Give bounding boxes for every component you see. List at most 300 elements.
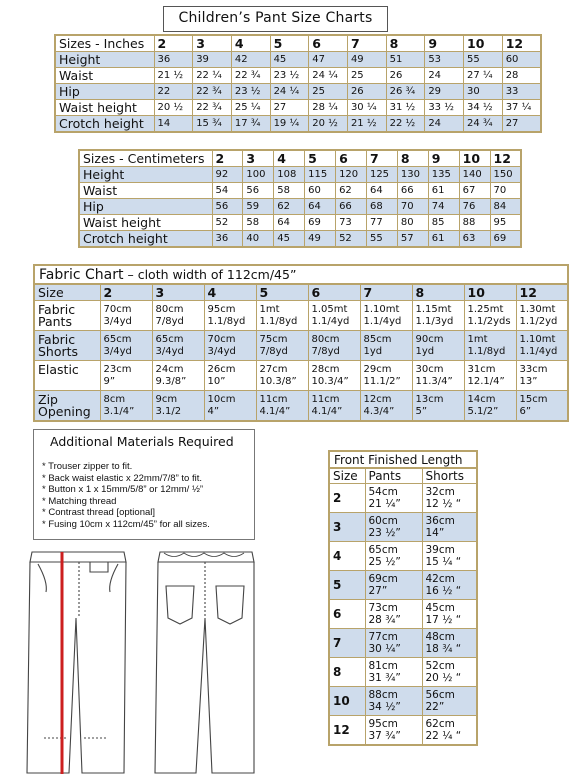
table-cell: 25 <box>347 68 386 84</box>
cell-line: 11cm <box>259 393 288 405</box>
list-item: * Matching thread <box>42 495 117 507</box>
table-cell: 15 ¾ <box>193 116 232 133</box>
shorts-cell <box>422 716 477 746</box>
table-cell: 45 <box>274 231 305 248</box>
pants-cell <box>365 716 422 746</box>
cell-line: 11cm <box>311 393 340 405</box>
table-cell: 69 <box>490 231 521 248</box>
cell-line: 80cm <box>155 303 184 315</box>
centimeters-size-table <box>78 149 522 248</box>
table-cell: 62 <box>274 199 305 215</box>
table-cell: 22 ¾ <box>193 100 232 116</box>
cell-line: 15cm <box>519 393 548 405</box>
table-row <box>55 116 541 133</box>
cell-line: 69cm <box>368 573 398 585</box>
table-cell: 23 ½ <box>270 68 309 84</box>
table-cell: 125 <box>366 167 397 183</box>
cell-line: 32cm <box>425 486 455 498</box>
cell-line: 3.1/4” <box>103 405 135 417</box>
cell-line: 73cm <box>368 602 398 614</box>
table-row <box>79 167 521 183</box>
shorts-cell <box>422 629 477 658</box>
table-cell: 24 ¾ <box>464 116 503 133</box>
table-cell: 39 <box>193 52 232 68</box>
cell-line: 26cm <box>207 363 236 375</box>
table-cell: 33 ½ <box>425 100 464 116</box>
table-cell: 29 <box>425 84 464 100</box>
list-item: * Button x 1 x 15mm/5/8” or 12mm/ ½” <box>42 484 204 495</box>
back-pants-drawing <box>155 552 254 773</box>
table-cell: 60 <box>502 52 541 68</box>
table-row <box>329 513 477 542</box>
table-cell: 56 <box>243 183 274 199</box>
table-cell: 56 <box>212 199 243 215</box>
page-title: Children’s Pant Size Charts <box>163 6 388 32</box>
row-label: Crotch height <box>55 116 154 133</box>
cell-line: 15 ¼ “ <box>425 556 462 568</box>
cell-line: 31 ¾” <box>368 672 401 684</box>
table-header-cell: 3 <box>152 284 204 301</box>
cell-line: 22” <box>425 701 445 713</box>
table-cell <box>464 391 516 422</box>
cell-line: 60cm <box>368 515 398 527</box>
table-row <box>79 183 521 199</box>
table-cell: 22 ½ <box>386 116 425 133</box>
cell-line: 21 ¼” <box>368 498 401 510</box>
table-cell: 25 <box>309 84 348 100</box>
table-cell: 55 <box>366 231 397 248</box>
table-header-cell: 12 <box>502 35 541 52</box>
table-cell <box>256 301 308 331</box>
pants-cell <box>365 571 422 600</box>
row-label: Height <box>55 52 154 68</box>
row-label: Hip <box>55 84 154 100</box>
cell-line: 62cm <box>425 718 455 730</box>
cell-line: 56cm <box>425 689 455 701</box>
table-header-cell: 4 <box>231 35 270 52</box>
table-cell <box>256 331 308 361</box>
table-header-cell: 5 <box>270 35 309 52</box>
cell-line: 4” <box>207 405 220 417</box>
table-cell: 14 <box>154 116 193 133</box>
table-cell <box>516 331 568 361</box>
table-cell <box>516 301 568 331</box>
cell-line: 4.1/4” <box>311 405 343 417</box>
cell-line: 13cm <box>415 393 444 405</box>
table-cell: 33 <box>502 84 541 100</box>
cell-line: 9” <box>103 375 116 387</box>
shorts-cell <box>422 484 477 513</box>
table-cell <box>412 331 464 361</box>
table-cell: 140 <box>459 167 490 183</box>
cm-table-body <box>79 167 521 248</box>
table-cell: 24 ¼ <box>309 68 348 84</box>
cell-line: 3.1/2 <box>155 405 182 417</box>
cell-line: 7/8yd <box>155 315 184 327</box>
table-cell <box>516 391 568 422</box>
table-cell: 22 ¾ <box>231 68 270 84</box>
front-length-header-row <box>329 468 477 484</box>
cell-line: 3/4yd <box>207 345 236 357</box>
table-cell: 84 <box>490 199 521 215</box>
table-cell: 27 ¼ <box>464 68 503 84</box>
cell-line: 29cm <box>363 363 392 375</box>
size-cell: 10 <box>329 687 365 716</box>
table-header-cell: Size <box>329 468 365 484</box>
cell-line: 1.10mt <box>363 303 400 315</box>
table-cell: 24 <box>425 116 464 133</box>
cell-line: 36cm <box>425 515 455 527</box>
table-cell <box>360 301 412 331</box>
table-row <box>329 484 477 513</box>
fabric-chart-heading: Fabric Chart <box>39 267 124 283</box>
table-row <box>79 199 521 215</box>
table-row <box>329 542 477 571</box>
cell-line: 77cm <box>368 631 398 643</box>
table-cell: 26 <box>386 68 425 84</box>
cell-line: 1.1/4yd <box>519 345 558 357</box>
cell-line: 7/8yd <box>311 345 340 357</box>
table-row <box>329 658 477 687</box>
cell-line: 85cm <box>363 333 392 345</box>
table-header-cell: 2 <box>100 284 152 301</box>
table-cell <box>412 361 464 391</box>
cell-line: 3/4yd <box>103 315 132 327</box>
table-cell: 45 <box>270 52 309 68</box>
table-cell <box>204 301 256 331</box>
pants-cell <box>365 687 422 716</box>
table-cell: 54 <box>212 183 243 199</box>
additional-materials-title: Additional Materials Required <box>50 434 234 449</box>
table-cell: 42 <box>231 52 270 68</box>
row-label: Waist <box>55 68 154 84</box>
size-cell: 5 <box>329 571 365 600</box>
table-cell: 64 <box>366 183 397 199</box>
table-row <box>329 629 477 658</box>
table-cell: 95 <box>490 215 521 231</box>
table-header-cell: 4 <box>204 284 256 301</box>
table-cell <box>464 301 516 331</box>
cell-line: 1.1/8yd <box>467 345 506 357</box>
table-row <box>34 301 568 331</box>
table-cell <box>464 361 516 391</box>
table-row <box>329 716 477 746</box>
cell-line: 5.1/2” <box>467 405 499 417</box>
cell-line: 54cm <box>368 486 398 498</box>
table-cell: 27 <box>502 116 541 133</box>
table-header-cell: 3 <box>243 150 274 167</box>
size-cell: 8 <box>329 658 365 687</box>
table-cell <box>100 301 152 331</box>
row-label: Height <box>79 167 212 183</box>
table-cell: 73 <box>336 215 367 231</box>
table-cell: 59 <box>243 199 274 215</box>
cell-line: 24cm <box>155 363 184 375</box>
table-cell: 60 <box>305 183 336 199</box>
cell-line: 10” <box>207 375 226 387</box>
cell-line: 1.30mt <box>519 303 556 315</box>
label-line: Pants <box>38 313 72 329</box>
table-cell: 49 <box>305 231 336 248</box>
table-cell: 61 <box>428 231 459 248</box>
table-cell <box>152 331 204 361</box>
cell-line: 88cm <box>368 689 398 701</box>
table-cell: 130 <box>397 167 428 183</box>
table-header-cell: Pants <box>365 468 422 484</box>
cell-line: 39cm <box>425 544 455 556</box>
cell-line: 90cm <box>415 333 444 345</box>
cell-line: 28cm <box>311 363 340 375</box>
cell-line: 5” <box>415 405 428 417</box>
table-cell <box>360 331 412 361</box>
row-label <box>34 391 100 422</box>
table-cell: 27 <box>270 100 309 116</box>
table-cell <box>308 301 360 331</box>
cell-line: 12.1/4” <box>467 375 505 387</box>
table-header-cell: 3 <box>193 35 232 52</box>
table-cell <box>256 391 308 422</box>
table-cell: 47 <box>309 52 348 68</box>
table-cell: 62 <box>336 183 367 199</box>
table-header-cell: 8 <box>397 150 428 167</box>
cell-line: 10.3/4” <box>311 375 349 387</box>
table-row <box>55 84 541 100</box>
table-row <box>329 600 477 629</box>
fabric-chart-table <box>33 283 569 422</box>
pants-cell <box>365 629 422 658</box>
table-cell: 67 <box>459 183 490 199</box>
cell-line: 31cm <box>467 363 496 375</box>
cell-line: 1.05mt <box>311 303 348 315</box>
table-cell: 108 <box>274 167 305 183</box>
table-cell: 51 <box>386 52 425 68</box>
table-header-cell: 6 <box>309 35 348 52</box>
table-cell <box>360 391 412 422</box>
table-cell: 68 <box>366 199 397 215</box>
row-label: Waist height <box>55 100 154 116</box>
table-cell: 31 ½ <box>386 100 425 116</box>
cell-line: 27cm <box>259 363 288 375</box>
label-line: Fabric <box>38 301 76 317</box>
label-line: Zip <box>38 391 58 407</box>
cell-line: 1.1/2yds <box>467 315 511 327</box>
table-cell: 37 ¼ <box>502 100 541 116</box>
table-header-cell: 6 <box>308 284 360 301</box>
cell-line: 34 ½” <box>368 701 401 713</box>
cell-line: 11.3/4” <box>415 375 453 387</box>
cell-line: 3/4yd <box>103 345 132 357</box>
shorts-cell <box>422 571 477 600</box>
table-cell: 22 ¾ <box>193 84 232 100</box>
table-cell: 36 <box>154 52 193 68</box>
table-header-cell: 10 <box>459 150 490 167</box>
table-cell: 85 <box>428 215 459 231</box>
cell-line: 81cm <box>368 660 398 672</box>
table-cell <box>412 391 464 422</box>
table-header-cell: 12 <box>516 284 568 301</box>
cell-line: 1.25mt <box>467 303 504 315</box>
cell-line: 18 ¾ “ <box>425 643 462 655</box>
cell-line: 95cm <box>207 303 236 315</box>
size-cell: 4 <box>329 542 365 571</box>
table-cell: 49 <box>347 52 386 68</box>
table-row <box>329 687 477 716</box>
table-header-cell: 10 <box>464 284 516 301</box>
inches-table-body <box>55 52 541 133</box>
table-cell: 21 ½ <box>154 68 193 84</box>
label-line <box>38 376 97 388</box>
size-cell: 12 <box>329 716 365 746</box>
cell-line: 12cm <box>363 393 392 405</box>
row-label <box>34 301 100 331</box>
cell-line: 70cm <box>207 333 236 345</box>
table-header-cell: Shorts <box>422 468 477 484</box>
cell-line: 70cm <box>103 303 132 315</box>
table-cell: 24 ¼ <box>270 84 309 100</box>
pants-cell <box>365 513 422 542</box>
row-label: Crotch height <box>79 231 212 248</box>
additional-materials-list <box>42 461 210 530</box>
pants-cell <box>365 484 422 513</box>
table-header-cell: 2 <box>154 35 193 52</box>
table-cell: 64 <box>274 215 305 231</box>
table-cell <box>256 361 308 391</box>
cell-line: 30cm <box>415 363 444 375</box>
cell-line: 1.1/4yd <box>363 315 402 327</box>
table-cell: 66 <box>397 183 428 199</box>
cell-line: 1.1/8yd <box>259 315 298 327</box>
cell-line: 12 ½ “ <box>425 498 462 510</box>
list-item: * Back waist elastic x 22mm/7/8” to fit. <box>42 472 202 484</box>
cell-line: 33cm <box>519 363 548 375</box>
cell-line: 42cm <box>425 573 455 585</box>
table-cell: 69 <box>305 215 336 231</box>
table-row <box>55 52 541 68</box>
table-cell <box>204 361 256 391</box>
front-length-table <box>328 467 478 746</box>
label-line: Elastic <box>38 361 79 377</box>
cell-line: 13” <box>519 375 538 387</box>
inches-size-table <box>54 34 542 133</box>
row-label <box>34 361 100 391</box>
table-header-cell: Size <box>34 284 100 301</box>
cell-line: 22 ¼ “ <box>425 730 462 742</box>
table-header-cell: 7 <box>360 284 412 301</box>
cell-line: 7/8yd <box>259 345 288 357</box>
table-cell: 58 <box>274 183 305 199</box>
table-cell: 52 <box>212 215 243 231</box>
cell-line: 10.3/8” <box>259 375 297 387</box>
cell-line: 25 ½” <box>368 556 401 568</box>
table-cell: 28 ¼ <box>309 100 348 116</box>
table-header-cell: 7 <box>366 150 397 167</box>
table-cell: 92 <box>212 167 243 183</box>
cell-line: 17 ½ “ <box>425 614 462 626</box>
cell-line: 65cm <box>155 333 184 345</box>
cell-line: 8cm <box>103 393 126 405</box>
table-cell <box>516 361 568 391</box>
front-pants-drawing <box>27 552 126 773</box>
table-cell: 21 ½ <box>347 116 386 133</box>
table-cell: 34 ½ <box>464 100 503 116</box>
cm-header-row <box>79 150 521 167</box>
cell-line: 45cm <box>425 602 455 614</box>
cell-line: 75cm <box>259 333 288 345</box>
fabric-chart-subtitle: – cloth width of 112cm/45” <box>123 267 297 282</box>
table-cell <box>100 361 152 391</box>
table-cell <box>308 361 360 391</box>
inches-header-row <box>55 35 541 52</box>
front-length-title: Front Finished Length <box>328 450 478 468</box>
table-cell <box>412 301 464 331</box>
shorts-cell <box>422 600 477 629</box>
table-cell: 66 <box>336 199 367 215</box>
table-row <box>55 68 541 84</box>
table-cell: 70 <box>490 183 521 199</box>
cell-line: 14cm <box>467 393 496 405</box>
table-cell: 77 <box>366 215 397 231</box>
cell-line: 1.1/8yd <box>207 315 246 327</box>
shorts-cell <box>422 513 477 542</box>
table-header-cell: 5 <box>305 150 336 167</box>
table-cell: 24 <box>425 68 464 84</box>
table-header-cell: 9 <box>428 150 459 167</box>
pants-cell <box>365 600 422 629</box>
table-header-cell: 9 <box>425 35 464 52</box>
table-cell: 40 <box>243 231 274 248</box>
table-cell: 63 <box>459 231 490 248</box>
table-header-cell: 5 <box>256 284 308 301</box>
table-row <box>55 100 541 116</box>
table-cell <box>152 391 204 422</box>
front-length-body <box>329 484 477 746</box>
row-label: Waist <box>79 183 212 199</box>
table-row <box>34 361 568 391</box>
cell-line: 65cm <box>103 333 132 345</box>
cell-line: 1mt <box>259 303 280 315</box>
table-cell: 19 ¼ <box>270 116 309 133</box>
table-cell <box>152 361 204 391</box>
table-cell: 25 ¼ <box>231 100 270 116</box>
row-label <box>34 331 100 361</box>
cell-line: 23 ½” <box>368 527 401 539</box>
table-cell: 22 <box>154 84 193 100</box>
cell-line: 23cm <box>103 363 132 375</box>
table-cell: 55 <box>464 52 503 68</box>
table-cell: 26 <box>347 84 386 100</box>
table-cell: 88 <box>459 215 490 231</box>
table-cell: 26 ¾ <box>386 84 425 100</box>
table-cell: 17 ¾ <box>231 116 270 133</box>
table-cell: 30 <box>464 84 503 100</box>
table-header-cell: 8 <box>386 35 425 52</box>
pants-cell <box>365 658 422 687</box>
cell-line: 14” <box>425 527 445 539</box>
table-cell: 57 <box>397 231 428 248</box>
table-row <box>79 231 521 248</box>
row-label: Hip <box>79 199 212 215</box>
shorts-cell <box>422 658 477 687</box>
cell-line: 30 ¼” <box>368 643 401 655</box>
cell-line: 9cm <box>155 393 178 405</box>
table-cell: 22 ¼ <box>193 68 232 84</box>
cell-line: 80cm <box>311 333 340 345</box>
table-cell: 61 <box>428 183 459 199</box>
table-header-cell: 8 <box>412 284 464 301</box>
cell-line: 52cm <box>425 660 455 672</box>
cell-line: 1.1/2yd <box>519 315 558 327</box>
table-row <box>79 215 521 231</box>
